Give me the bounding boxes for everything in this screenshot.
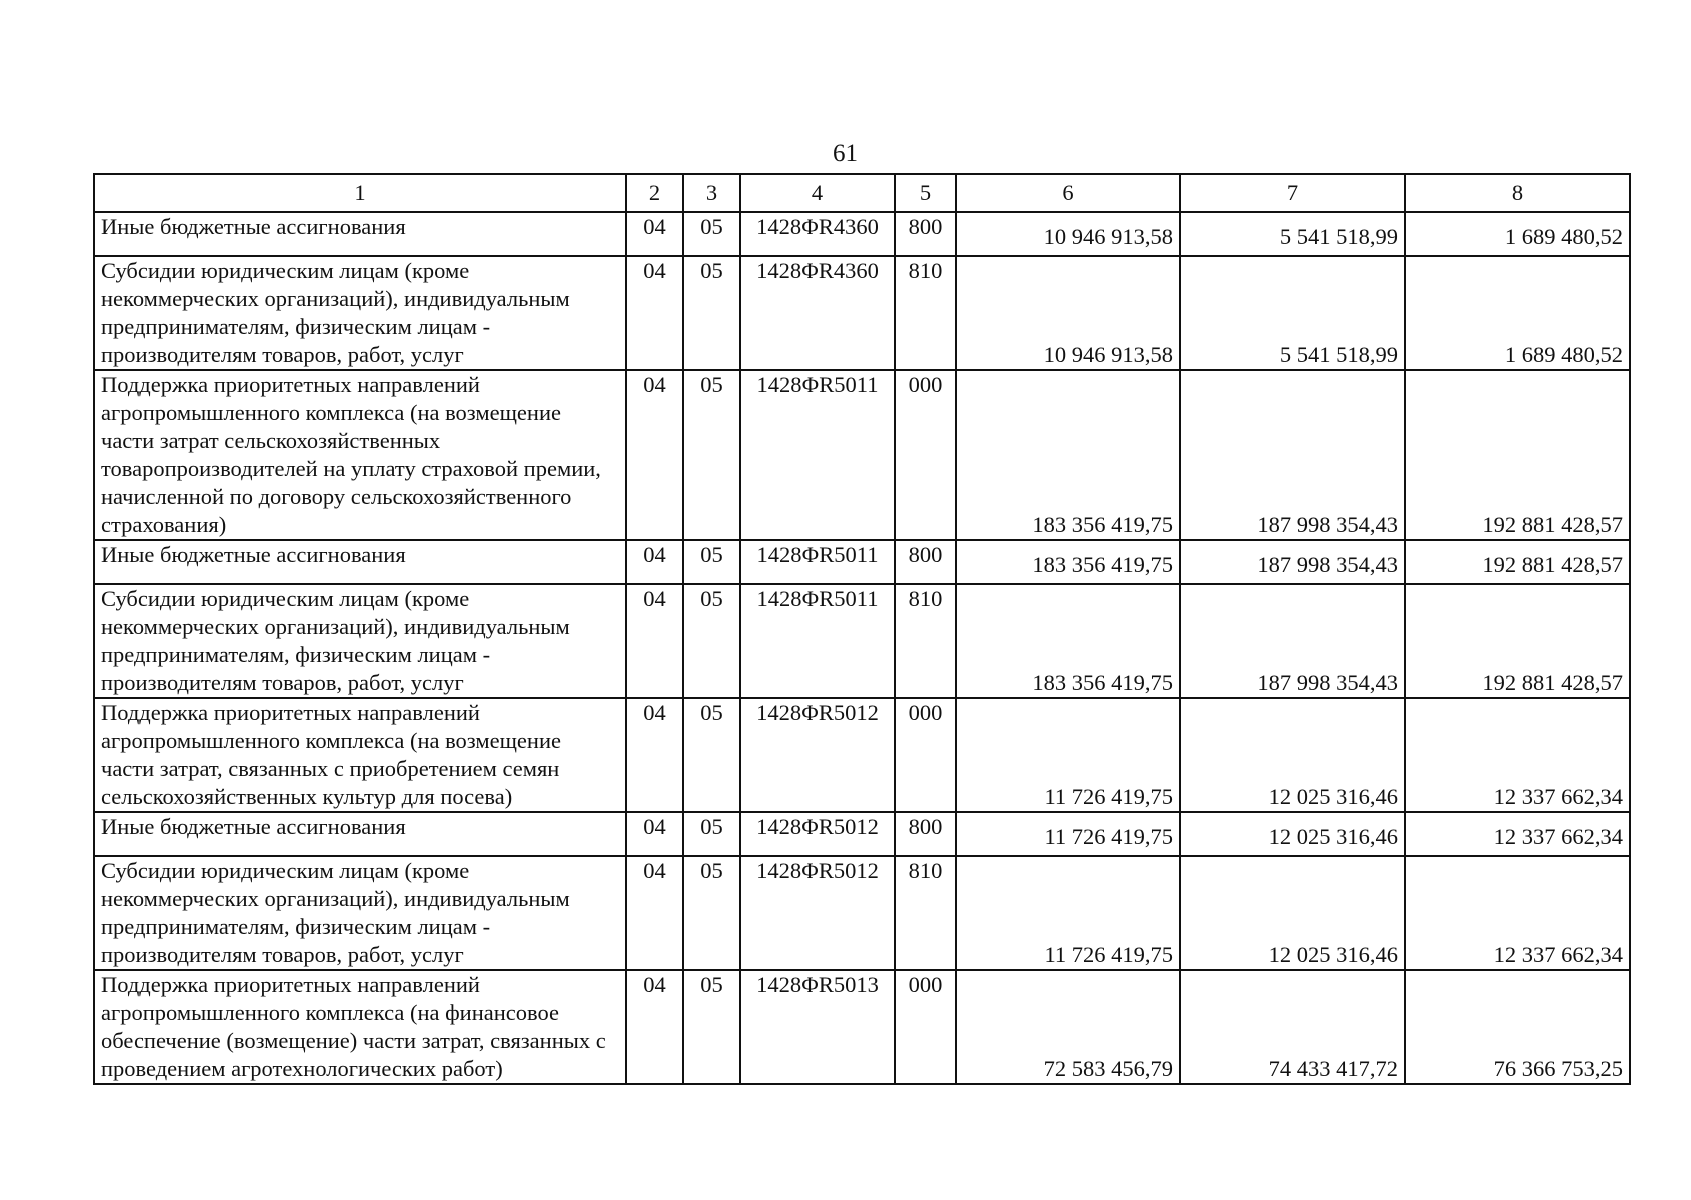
row-name: Иные бюджетные ассигнования bbox=[94, 212, 626, 256]
table-row bbox=[94, 540, 1630, 584]
target-article-code: 1428ФR5012 bbox=[740, 812, 895, 856]
header-row bbox=[94, 174, 1630, 212]
table-row bbox=[94, 970, 1630, 1084]
target-article-code: 1428ФR5013 bbox=[740, 970, 895, 1084]
target-article-code: 1428ФR4360 bbox=[740, 212, 895, 256]
expense-type-code: 800 bbox=[895, 212, 956, 256]
amount-col-6: 11 726 419,75 bbox=[956, 812, 1180, 856]
subsection-code: 05 bbox=[683, 212, 740, 256]
row-name: Поддержка приоритетных направлений агропромышленного комплекса (на возмещение части затрат, связанных с приобретением семян сельскохозяйственных культур для посева) bbox=[94, 698, 626, 812]
amount-col-8: 12 337 662,34 bbox=[1405, 698, 1630, 812]
table-row bbox=[94, 370, 1630, 540]
table-row bbox=[94, 812, 1630, 856]
expense-type-code: 000 bbox=[895, 370, 956, 540]
amount-col-6: 183 356 419,75 bbox=[956, 584, 1180, 698]
subsection-code: 05 bbox=[683, 540, 740, 584]
amount-col-7: 12 025 316,46 bbox=[1180, 812, 1405, 856]
amount-col-8: 12 337 662,34 bbox=[1405, 812, 1630, 856]
amount-col-7: 12 025 316,46 bbox=[1180, 698, 1405, 812]
amount-col-6: 11 726 419,75 bbox=[956, 856, 1180, 970]
subsection-code: 05 bbox=[683, 812, 740, 856]
amount-col-8: 192 881 428,57 bbox=[1405, 370, 1630, 540]
section-code: 04 bbox=[626, 540, 683, 584]
amount-col-6: 72 583 456,79 bbox=[956, 970, 1180, 1084]
section-code: 04 bbox=[626, 256, 683, 370]
table-row bbox=[94, 256, 1630, 370]
expense-type-code: 810 bbox=[895, 856, 956, 970]
expense-type-code: 000 bbox=[895, 698, 956, 812]
amount-col-6: 10 946 913,58 bbox=[956, 256, 1180, 370]
column-header-2: 2 bbox=[626, 174, 683, 212]
column-header-8: 8 bbox=[1405, 174, 1630, 212]
column-header-1: 1 bbox=[94, 174, 626, 212]
amount-col-7: 74 433 417,72 bbox=[1180, 970, 1405, 1084]
table-row bbox=[94, 698, 1630, 812]
table-row bbox=[94, 856, 1630, 970]
row-name: Субсидии юридическим лицам (кроме некоммерческих организаций), индивидуальным предпринимателям, физическим лицам - производителям товаров, работ, услуг bbox=[94, 256, 626, 370]
table-row bbox=[94, 212, 1630, 256]
subsection-code: 05 bbox=[683, 370, 740, 540]
subsection-code: 05 bbox=[683, 256, 740, 370]
section-code: 04 bbox=[626, 970, 683, 1084]
target-article-code: 1428ФR4360 bbox=[740, 256, 895, 370]
amount-col-7: 187 998 354,43 bbox=[1180, 540, 1405, 584]
amount-col-8: 192 881 428,57 bbox=[1405, 540, 1630, 584]
column-header-7: 7 bbox=[1180, 174, 1405, 212]
target-article-code: 1428ФR5011 bbox=[740, 584, 895, 698]
row-name: Субсидии юридическим лицам (кроме некоммерческих организаций), индивидуальным предпринимателям, физическим лицам - производителям товаров, работ, услуг bbox=[94, 584, 626, 698]
subsection-code: 05 bbox=[683, 698, 740, 812]
row-name: Иные бюджетные ассигнования bbox=[94, 812, 626, 856]
section-code: 04 bbox=[626, 812, 683, 856]
amount-col-7: 187 998 354,43 bbox=[1180, 584, 1405, 698]
amount-col-7: 187 998 354,43 bbox=[1180, 370, 1405, 540]
section-code: 04 bbox=[626, 698, 683, 812]
subsection-code: 05 bbox=[683, 970, 740, 1084]
table-row bbox=[94, 584, 1630, 698]
amount-col-7: 5 541 518,99 bbox=[1180, 256, 1405, 370]
expense-type-code: 810 bbox=[895, 256, 956, 370]
subsection-code: 05 bbox=[683, 856, 740, 970]
amount-col-7: 5 541 518,99 bbox=[1180, 212, 1405, 256]
section-code: 04 bbox=[626, 856, 683, 970]
amount-col-8: 1 689 480,52 bbox=[1405, 256, 1630, 370]
amount-col-7: 12 025 316,46 bbox=[1180, 856, 1405, 970]
expense-type-code: 810 bbox=[895, 584, 956, 698]
row-name: Иные бюджетные ассигнования bbox=[94, 540, 626, 584]
section-code: 04 bbox=[626, 370, 683, 540]
target-article-code: 1428ФR5012 bbox=[740, 698, 895, 812]
expense-type-code: 800 bbox=[895, 540, 956, 584]
column-header-5: 5 bbox=[895, 174, 956, 212]
expense-type-code: 800 bbox=[895, 812, 956, 856]
row-name: Поддержка приоритетных направлений агропромышленного комплекса (на возмещение части затрат сельскохозяйственных товаропроизводителей на уплату страховой премии, начисленной по договору сельскохозяйственного страхования) bbox=[94, 370, 626, 540]
section-code: 04 bbox=[626, 584, 683, 698]
amount-col-6: 183 356 419,75 bbox=[956, 370, 1180, 540]
page-number: 61 bbox=[833, 140, 858, 167]
amount-col-8: 1 689 480,52 bbox=[1405, 212, 1630, 256]
target-article-code: 1428ФR5011 bbox=[740, 540, 895, 584]
column-header-3: 3 bbox=[683, 174, 740, 212]
expense-type-code: 000 bbox=[895, 970, 956, 1084]
section-code: 04 bbox=[626, 212, 683, 256]
amount-col-8: 76 366 753,25 bbox=[1405, 970, 1630, 1084]
row-name: Поддержка приоритетных направлений агропромышленного комплекса (на финансовое обеспечение (возмещение) части затрат, связанных с проведением агротехнологических работ) bbox=[94, 970, 626, 1084]
amount-col-8: 12 337 662,34 bbox=[1405, 856, 1630, 970]
target-article-code: 1428ФR5011 bbox=[740, 370, 895, 540]
column-header-4: 4 bbox=[740, 174, 895, 212]
target-article-code: 1428ФR5012 bbox=[740, 856, 895, 970]
amount-col-8: 192 881 428,57 bbox=[1405, 584, 1630, 698]
column-header-6: 6 bbox=[956, 174, 1180, 212]
amount-col-6: 183 356 419,75 bbox=[956, 540, 1180, 584]
amount-col-6: 11 726 419,75 bbox=[956, 698, 1180, 812]
amount-col-6: 10 946 913,58 bbox=[956, 212, 1180, 256]
subsection-code: 05 bbox=[683, 584, 740, 698]
row-name: Субсидии юридическим лицам (кроме некоммерческих организаций), индивидуальным предпринимателям, физическим лицам - производителям товаров, работ, услуг bbox=[94, 856, 626, 970]
budget-table bbox=[93, 173, 1631, 1085]
